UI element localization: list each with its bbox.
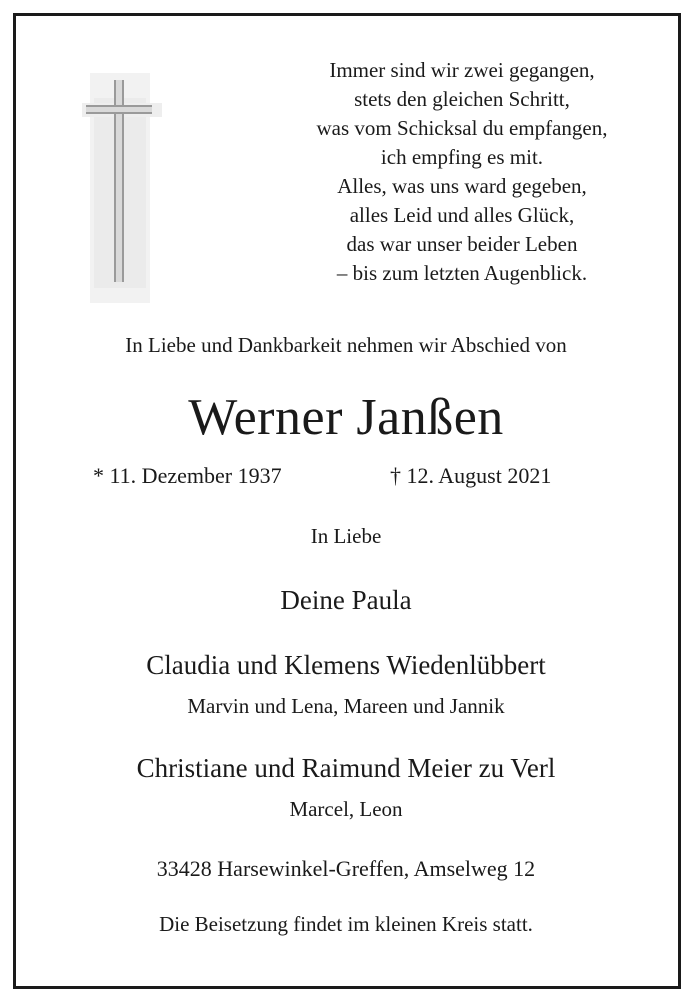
spouse-name: Deine Paula [280, 585, 412, 615]
poem-line: Alles, was uns ward gegeben, [337, 174, 587, 198]
family-names: Claudia und Klemens Wiedenlübbert [146, 650, 546, 680]
birth-date: * 11. Dezember 1937 [93, 463, 282, 488]
poem-line: stets den gleichen Schritt, [354, 87, 570, 111]
poem-line: ich empfing es mit. [380, 145, 544, 169]
poem-line: alles Leid und alles Glück, [349, 203, 575, 227]
poem-line: – bis zum letzten Augenblick. [336, 261, 588, 285]
poem-line: was vom Schicksal du empfangen, [316, 116, 608, 140]
cross-icon [72, 58, 172, 308]
death-date: † 12. August 2021 [390, 463, 552, 488]
family-names: Christiane und Raimund Meier zu Verl [136, 753, 556, 783]
poem-line: das war unser beider Leben [346, 232, 578, 256]
burial-note: Die Beisetzung findet im kleinen Kreis statt. [159, 912, 533, 936]
mourners-address: 33428 Harsewinkel-Greffen, Amselweg 12 [156, 856, 536, 881]
intro-text: In Liebe und Dankbarkeit nehmen wir Abschied von [125, 333, 567, 357]
family-children: Marvin und Lena, Mareen und Jannik [187, 694, 505, 718]
poem-line: Immer sind wir zwei gegangen, [329, 58, 595, 82]
family-children: Marcel, Leon [289, 797, 403, 821]
poem [262, 56, 662, 288]
deceased-name: Werner Janßen [188, 389, 504, 446]
mourners-opening: In Liebe [310, 524, 382, 548]
